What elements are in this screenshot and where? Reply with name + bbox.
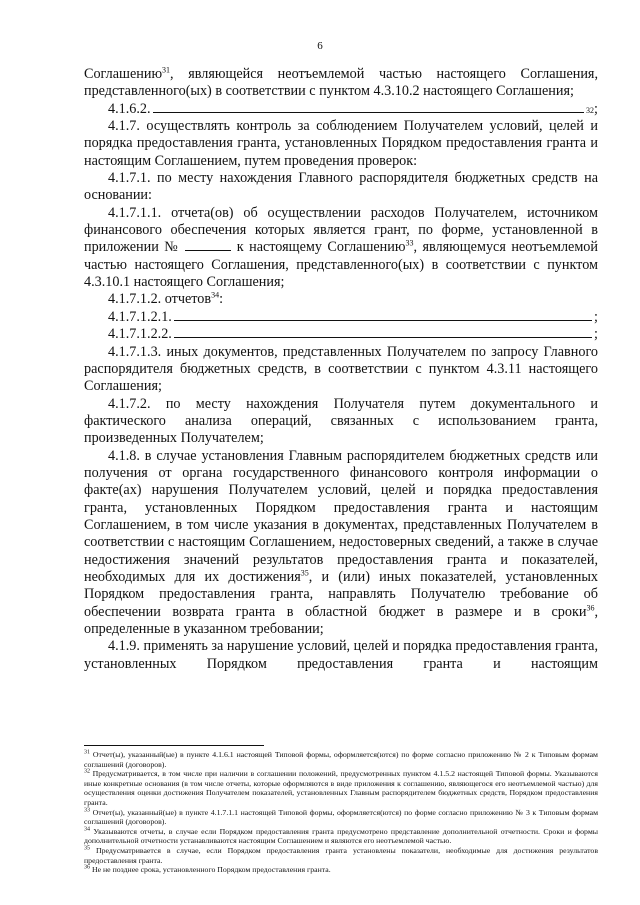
footnotes <box>84 750 598 875</box>
fill-in-line <box>174 320 592 321</box>
fill-in-blank <box>185 250 231 251</box>
paragraph-4-1-7-1: 4.1.7.1. по месту нахождения Главного распорядителя бюджетных средств на основании: <box>84 170 598 204</box>
paragraph-4-1-7-1-2: 4.1.7.1.2. отчетов$^{34}$: <box>108 290 224 308</box>
footnote-31: $^{31}$ Отчет(ы), указанный(ые) в пункте 4.1.6.1 настоящей Типовой формы, оформляется(ются) по форме согласно приложению № 2 к Типовым формам соглашений (договоров). <box>84 749 598 769</box>
paragraph-4-1-7: 4.1.7. осуществлять контроль за соблюдением Получателем условий, целей и порядка предоставления гранта, установленных Порядком предоставления гранта и настоящим Соглашением, путем проведения проверок: <box>84 118 598 169</box>
footnote-33: $^{33}$ Отчет(ы), указанный(ые) в пункте 4.1.7.1.1 настоящей Типовой формы, оформляется(ются) по форме согласно приложению № 3 к Типовым формам соглашений (договоров). <box>84 806 599 827</box>
footnote-36: $^{36}$ Не не позднее срока, установленного Порядком предоставления гранта. <box>84 864 331 875</box>
footnote-separator <box>84 745 264 746</box>
page-number: 6 <box>317 40 323 52</box>
paragraph-4-1-7-2: 4.1.7.2. по месту нахождения Получателя путем документального и фактического анализа операций, связанных с использованием гранта, произведенных Получателем; <box>84 395 598 447</box>
footnote-ref-31: 31 <box>162 65 171 75</box>
paragraph-4-1-7-1-3: 4.1.7.1.3. иных документов, представленных Получателем по запросу Главного распорядителя бюджетных средств, в соответствии с пунктом 4.3.11 настоящего Соглашения; <box>84 343 598 395</box>
paragraph-4-1-7-1-2-1: 4.1.7.1.2.1. ; <box>108 308 598 325</box>
paragraph-4-1-7-1-1: 4.1.7.1.1. отчета(ов) об осуществлении расходов Получателем, источником финансового обеспечения которых является грант, по форме, установленной в приложении № к настоящему Соглашению$^{33}$, являющемуся неотъемлемой частью настоящего Соглашения, представленного(ых) в соответствии с пунктом 4.3.10.1 настоящего Соглашения; <box>84 204 598 291</box>
footnote-ref-34: 34 <box>211 290 220 300</box>
paragraph-1: Соглашению$^{31}$, являющейся неотъемлемой частью настоящего Соглашения, представленного(ых) в соответствии с пунктом 4.3.10.2 настоящего Соглашения; <box>84 65 598 100</box>
footnote-ref-35: 35 <box>300 568 309 578</box>
main-text <box>84 66 598 673</box>
fill-in-line <box>153 112 584 113</box>
paragraph-4-1-7-1-2-2: 4.1.7.1.2.2. ; <box>108 326 598 343</box>
paragraph-4-1-6-2: 4.1.6.2. 32 ; <box>108 100 598 117</box>
footnote-ref-33: 33 <box>405 238 414 248</box>
footnote-34: $^{34}$ Указываются отчеты, в случае если Порядком предоставления гранта предусмотрено представление дополнительной отчетности. Сроки и формы дополнительной отчетности устанавливаются настоящим Соглашением и являются его неотъемлемой частью. <box>84 826 598 846</box>
paragraph-4-1-9: 4.1.9. применять за нарушение условий, целей и порядка предоставления гранта, установленных Порядком предоставления гранта и настоящим <box>84 638 598 672</box>
footnote-32: $^{32}$ Предусматривается, в том числе при наличии в соглашении положений, предусмотренных пунктом 4.1.5.2 настоящей Типовой формы. Указываются иные конкретные основания (в том числе отчеты, которые оформляются в виде приложения к соглашению, являющегося его неотъемлемой частью) для осуществления оценки достижения Получателем показателей, установленных Главным распорядителем бюджетных средств, Порядком предоставления гранта. <box>84 768 598 807</box>
fill-in-line <box>174 337 592 338</box>
footnote-35: $^{35}$ Предусматривается в случае, если Порядком предоставления гранта установлены показатели, необходимые для достижения результатов предоставления гранта. <box>84 845 599 865</box>
footnote-ref-36: 36 <box>586 602 595 612</box>
paragraph-4-1-8: 4.1.8. в случае установления Главным распорядителем бюджетных средств или получения от органа государственного финансового контроля информации о факте(ах) нарушения Получателем условий, целей и порядка предоставления гранта, установленных Порядком предоставления гранта и настоящим Соглашением, в том числе указания в документах, представленных Получателем в соответствии с настоящим Соглашением, недостоверных сведений, а также в случае недостижения значений результатов предоставления гранта и показателей, необходимых для их достижения$^{35}$, и (или) иных показателей, установленных Порядком предоставления гранта, направлять Получателю требование об обеспечении возврата гранта в областной бюджет в размере и в сроки$^{36}$, определенные в указанном требовании; <box>84 447 599 637</box>
